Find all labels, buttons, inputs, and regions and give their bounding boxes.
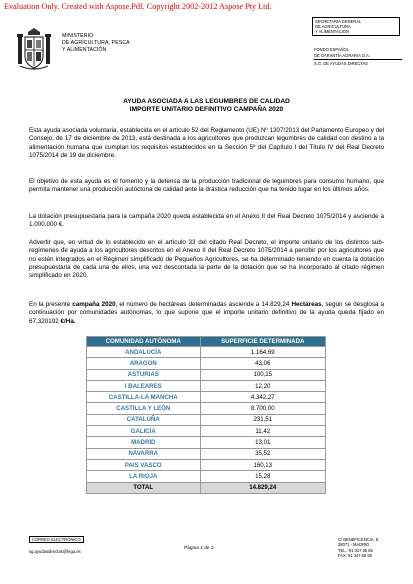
region-cell: CASTILLA-LA MANCHA bbox=[87, 392, 201, 403]
area-cell: 8.700,00 bbox=[200, 403, 325, 414]
table-row bbox=[87, 448, 326, 459]
region-cell: ASTURIAS bbox=[87, 369, 201, 380]
column-header-region: COMUNIDAD AUTÓNOMA bbox=[87, 337, 201, 347]
title-line: AYUDA ASOCIADA A LAS LEGUMBRES DE CALIDAD bbox=[123, 98, 290, 105]
hectares-label: Hectáreas bbox=[291, 301, 322, 308]
text: En la presente bbox=[29, 301, 73, 308]
paragraph: Advertir que, en virtud de lo establecido en el artículo 33 del citado Real Decreto, el importe unitario de los distintos sub-regímenes de ayuda a los agricultores descritos en el Anexo II del Real Decreto 1075/2014 a percibir por los agricultores que no estén integrados en el Régimen simplificado de Pequeños Agricultores, se ha determinado teniendo en cuenta la dotación presupuestaria de cada una de ellos, una vez descontada la parte de la dotación que se ha incorporado al citado régimen simplificado en 2020. bbox=[29, 239, 384, 280]
ministry-line: Y ALIMENTACIÓN bbox=[62, 47, 107, 53]
address-line: TEL.: 91 347 65 65 bbox=[338, 547, 373, 553]
text: , el número de hectáreas determinadas asciende a 14.829,24 bbox=[115, 301, 292, 308]
agency-box bbox=[312, 17, 400, 36]
region-cell: GALICIA bbox=[87, 426, 201, 437]
area-cell: 1.164,69 bbox=[200, 347, 325, 358]
table-header-row bbox=[87, 337, 326, 347]
title-line: IMPORTE UNITARIO DEFINITIVO CAMPAÑA 2020 bbox=[129, 106, 284, 113]
area-cell: 160,13 bbox=[200, 459, 325, 470]
region-cell: LA RIOJA bbox=[87, 471, 201, 482]
region-cell: CATALUÑA bbox=[87, 414, 201, 425]
table-row bbox=[87, 369, 326, 380]
coat-of-arms-icon bbox=[16, 28, 52, 72]
fund-block bbox=[312, 47, 406, 67]
text: , según se desglosa a continuación por comunidades autónomas, lo que supone que el importe unitario definitivo de la ayuda queda fijado en 67,320192 bbox=[29, 301, 385, 325]
column-header-area: SUPERFICIE DETERMINADA bbox=[200, 337, 325, 347]
area-cell: 231,51 bbox=[200, 414, 325, 425]
fund-line: DE GARANTÍA AGRARIA O.A. bbox=[314, 52, 370, 58]
table-row bbox=[87, 426, 326, 437]
divider bbox=[314, 59, 402, 60]
region-cell: PAIS VASCO bbox=[87, 459, 201, 470]
area-cell: 43,06 bbox=[200, 358, 325, 369]
agency-line: Y ALIMENTACIÓN bbox=[315, 29, 349, 34]
email-link[interactable]: sg.ayudasdirectas@fega.es bbox=[29, 549, 81, 554]
ministry-name bbox=[62, 33, 130, 54]
agency-line: SECRETARIA GENERAL bbox=[315, 19, 362, 24]
area-cell: 12,20 bbox=[200, 380, 325, 391]
paragraph: La dotación presupuestaria para la campaña 2020 queda establecida en el Anexo II del Real Decreto 1075/2014 y asciende a 1.000.000 €. bbox=[29, 213, 384, 229]
total-value: 14.829,24 bbox=[200, 482, 325, 493]
address-line: 28071 - MADRID bbox=[338, 542, 370, 548]
ministry-line: DE AGRICULTURA, PESCA bbox=[62, 40, 130, 46]
table-row bbox=[87, 414, 326, 425]
total-label: TOTAL bbox=[87, 482, 201, 493]
page-number: Página 1 de 2 bbox=[184, 546, 214, 551]
table-row bbox=[87, 437, 326, 448]
region-cell: ARAGON bbox=[87, 358, 201, 369]
watermark: Evaluation Only. Created with Aspose.Pdf. Copyright 2002-2012 Aspose Pty Ltd. bbox=[4, 2, 272, 11]
paragraph-summary bbox=[29, 301, 384, 326]
email-label: CORREO ELECTRÓNICO bbox=[29, 536, 84, 543]
paragraph: Esta ayuda asociada voluntaria, establecida en el artículo 52 del Reglamento (UE) Nº 1307/2013 del Parlamento Europeo y del Consejo, de 17 de diciembre de 2013, está destinada a los agricultores que produzcan legumbres de calidad con destino a la alimentación humana que cumplan los requisitos establecidos en la Sección 5ª del Capítulo I del Título IV del Real Decreto 1075/2014 de 19 de diciembre. bbox=[29, 127, 384, 159]
unit-label: €/Ha. bbox=[60, 317, 76, 325]
table-row bbox=[87, 358, 326, 369]
area-cell: 35,52 bbox=[200, 448, 325, 459]
document-title bbox=[40, 98, 373, 114]
table-total-row bbox=[87, 482, 326, 493]
area-cell: 15,28 bbox=[200, 471, 325, 482]
ministry-line: MINISTERIO bbox=[62, 33, 94, 39]
region-cell: MADRID bbox=[87, 437, 201, 448]
area-cell: 13,01 bbox=[200, 437, 325, 448]
table-row bbox=[87, 459, 326, 470]
campaign-label: campaña 2020 bbox=[72, 301, 116, 308]
table-row bbox=[87, 471, 326, 482]
region-cell: CASTILLA Y LEÓN bbox=[87, 403, 201, 414]
table-row bbox=[87, 403, 326, 414]
region-cell: ANDALUCÍA bbox=[87, 347, 201, 358]
table-row bbox=[87, 347, 326, 358]
area-cell: 100,15 bbox=[200, 369, 325, 380]
address-line: FAX: 91 347 65 65 bbox=[338, 552, 372, 558]
region-cell: I BALEARES bbox=[87, 380, 201, 391]
area-cell: 11,42 bbox=[200, 426, 325, 437]
table-row bbox=[87, 380, 326, 391]
subdirectorate: S.G. DE AYUDAS DIRECTAS bbox=[314, 61, 368, 66]
area-cell: 4.342,27 bbox=[200, 392, 325, 403]
agency-line: DE AGRICULTURA bbox=[315, 24, 351, 29]
paragraph: El objetivo de esta ayuda es el fomento y la defensa de la producción tradicional de legumbres para consumo humano, que permita mantener una producción autóctona de calidad ante la drástica reducción que ha tenido lugar en los últimos años. bbox=[29, 178, 384, 194]
fund-line: FONDO ESPAÑOL bbox=[314, 47, 349, 52]
address-block bbox=[338, 537, 378, 558]
table-row bbox=[87, 392, 326, 403]
region-cell: NAVARRA bbox=[87, 448, 201, 459]
surface-table bbox=[86, 336, 326, 494]
address-line: C/ BENEFICENCIA, 8 bbox=[338, 537, 379, 542]
